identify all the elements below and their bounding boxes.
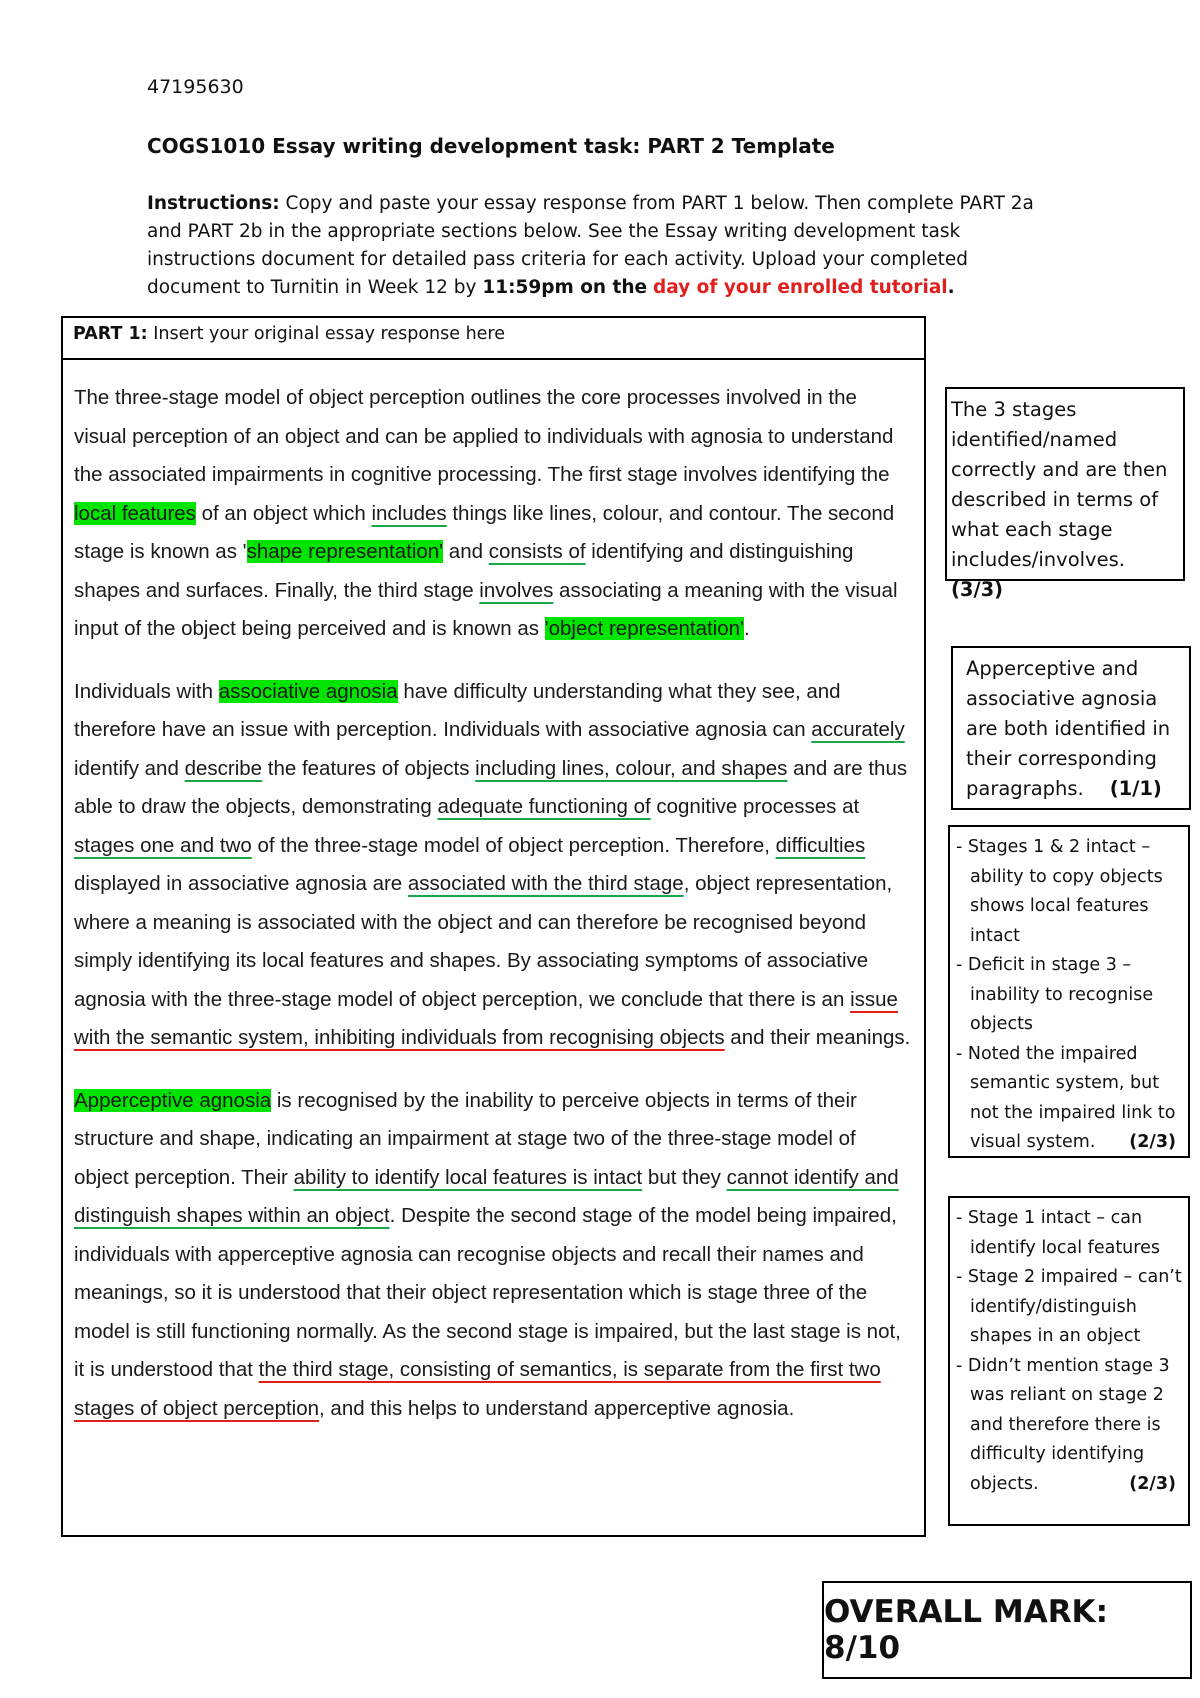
- essay-text: identifying and distinguishing shapes and surfaces. Finally, the third stage: [74, 540, 854, 602]
- deadline-end: .: [947, 277, 955, 298]
- underline-ability-local-features: ability to identify local features is intact: [293, 1165, 643, 1189]
- essay-text: .: [743, 617, 750, 640]
- essay-text: The three-stage model of object perception outlines the core processes involved in the visual perception of an object and can be applied to individuals with agnosia to understand the associated impairments in cognitive processing. The first stage involves identifying the: [74, 386, 894, 486]
- deadline-time: 11:59pm on the: [482, 277, 648, 298]
- comment-text: The 3 stages identified/named correctly and are then described in terms of what each stage includes/involves.: [951, 398, 1168, 571]
- instructions-text: Copy and paste your essay response from PART 1 below. Then complete PART 2a and PART 2b in the appropriate sections below. See the Essay writing development task instructions document for detailed pass criteria for each activity. Upload your completed document to Turnitin in Week 12 by: [147, 193, 1034, 298]
- comment-score: (3/3): [951, 578, 1004, 601]
- essay-text: . Despite the second stage of the model being impaired, individuals with apperceptive agnosia can recognise objects and recall their names and meanings, so it is understood that their object representation which is stage three of the model is still functioning normally. As the second stage is impaired, but the last stage is not, it is understood that: [74, 1204, 901, 1381]
- deadline-day: day of your enrolled tutorial: [652, 277, 948, 298]
- comment-list: [956, 833, 1186, 1158]
- red-underline-third-stage-semantics: the third stage, consisting of semantics, is separate from the first two stages of object perception: [74, 1358, 881, 1420]
- comment-item: - Stage 2 impaired – can’t identify/distinguish shapes in an object: [956, 1267, 1182, 1346]
- essay-paragraph-2: [74, 673, 914, 1058]
- underline-involves: involves: [479, 578, 554, 602]
- essay-paragraph-1: [74, 379, 914, 649]
- underline-accurately: accurately: [811, 718, 905, 741]
- comment-score: (1/1): [1109, 777, 1162, 800]
- essay-text: associating a meaning with the visual input of the object being perceived and is known as: [74, 578, 898, 640]
- essay-text: of the three-stage model of object perception. Therefore,: [251, 833, 776, 857]
- highlight-apperceptive-agnosia: Apperceptive agnosia: [74, 1088, 272, 1112]
- instructions-label: Instructions:: [147, 193, 280, 214]
- essay-text: have difficulty understanding what they see, and therefore have an issue with perception. Individuals with associative agnosia can: [74, 679, 841, 741]
- part1-label: PART 1:: [73, 324, 148, 344]
- comment-item: - Stages 1 & 2 intact – ability to copy objects shows local features intact: [956, 837, 1163, 946]
- comment-score: (2/3): [1129, 1473, 1176, 1494]
- essay-text: , and this helps to understand apperceptive agnosia.: [319, 1396, 795, 1420]
- essay-text: but they: [642, 1165, 727, 1189]
- highlight-shape-representation: shape representation': [246, 540, 444, 563]
- underline-includes: includes: [371, 501, 447, 525]
- red-underline-semantic-system: issue with the semantic system, inhibiting individuals from recognising objects: [74, 987, 898, 1049]
- underline-describe: describe: [184, 756, 263, 780]
- document-title: COGS1010 Essay writing development task: PART 2 Template: [147, 134, 835, 158]
- comment-item: [956, 1040, 1186, 1158]
- overall-mark: OVERALL MARK: 8/10: [822, 1581, 1192, 1679]
- comment-text: Apperceptive and associative agnosia are both identified in their corresponding paragraphs.: [966, 657, 1171, 800]
- comment-score: (2/3): [1129, 1132, 1176, 1152]
- underline-stages-one-two: stages one and two: [74, 833, 252, 857]
- essay-text: the features of objects: [262, 756, 476, 780]
- student-id: 47195630: [147, 76, 244, 98]
- essay-text: cognitive processes at: [650, 795, 860, 818]
- essay-text: displayed in associative agnosia are: [74, 872, 408, 895]
- comment-item: - Stage 1 intact – can identify local features: [956, 1208, 1160, 1258]
- comment-list: [956, 1204, 1186, 1499]
- comment-item-text: - Didn’t mention stage 3 was reliant on stage 2 and therefore there is difficulty identifying objects.: [956, 1355, 1170, 1494]
- comment-item-text: - Noted the impaired semantic system, but not the impaired link to visual system.: [956, 1043, 1176, 1152]
- comment-item: [956, 1352, 1186, 1500]
- essay-text: and are thus able to draw the objects, demonstrating: [74, 756, 908, 818]
- comment-box-apperceptive: [948, 1196, 1190, 1526]
- essay-box: [61, 316, 926, 1537]
- essay-body: [74, 379, 914, 1452]
- part1-header: [63, 318, 924, 360]
- underline-cannot-identify: cannot identify and distinguish shapes within an object: [74, 1165, 899, 1227]
- underline-difficulties: difficulties: [775, 833, 866, 857]
- comment-item: - Deficit in stage 3 – inability to recognise objects: [956, 955, 1154, 1034]
- underline-including-lines: including lines, colour, and shapes: [475, 756, 788, 780]
- highlight-object-representation: 'object representation': [544, 617, 744, 640]
- essay-paragraph-3: [74, 1082, 914, 1429]
- comment-box-stages: [945, 387, 1185, 601]
- comment-box-agnosia: [951, 646, 1191, 810]
- highlight-associative-agnosia: associative agnosia: [218, 679, 398, 703]
- essay-text: is recognised by the inability to perceive objects in terms of their structure and shape, indicating an impairment at stage two of the three-stage model of object perception. Their: [74, 1088, 857, 1189]
- essay-text: of an object which: [195, 501, 372, 525]
- highlight-local-features: local features: [74, 501, 196, 525]
- essay-text: Individuals with: [74, 679, 219, 703]
- essay-text: and: [443, 540, 489, 563]
- underline-adequate-functioning: adequate functioning of: [437, 795, 651, 818]
- underline-third-stage: associated with the third stage: [407, 872, 684, 895]
- essay-text: and their meanings.: [724, 1026, 911, 1049]
- essay-text: things like lines, colour, and contour. The second stage is known as ': [74, 501, 895, 563]
- underline-consists-of: consists of: [488, 540, 586, 563]
- essay-text: identify and: [74, 756, 185, 780]
- essay-text: , object representation, where a meaning is associated with the object and can therefore be recognised beyond simply identifying its local features and shapes. By associating symptoms of associative agnosia with the three-stage model of object perception, we conclude that there is an: [74, 872, 893, 1011]
- part1-prompt: Insert your original essay response here: [147, 324, 506, 344]
- comment-box-associative: [948, 825, 1190, 1158]
- instructions: [147, 190, 1067, 302]
